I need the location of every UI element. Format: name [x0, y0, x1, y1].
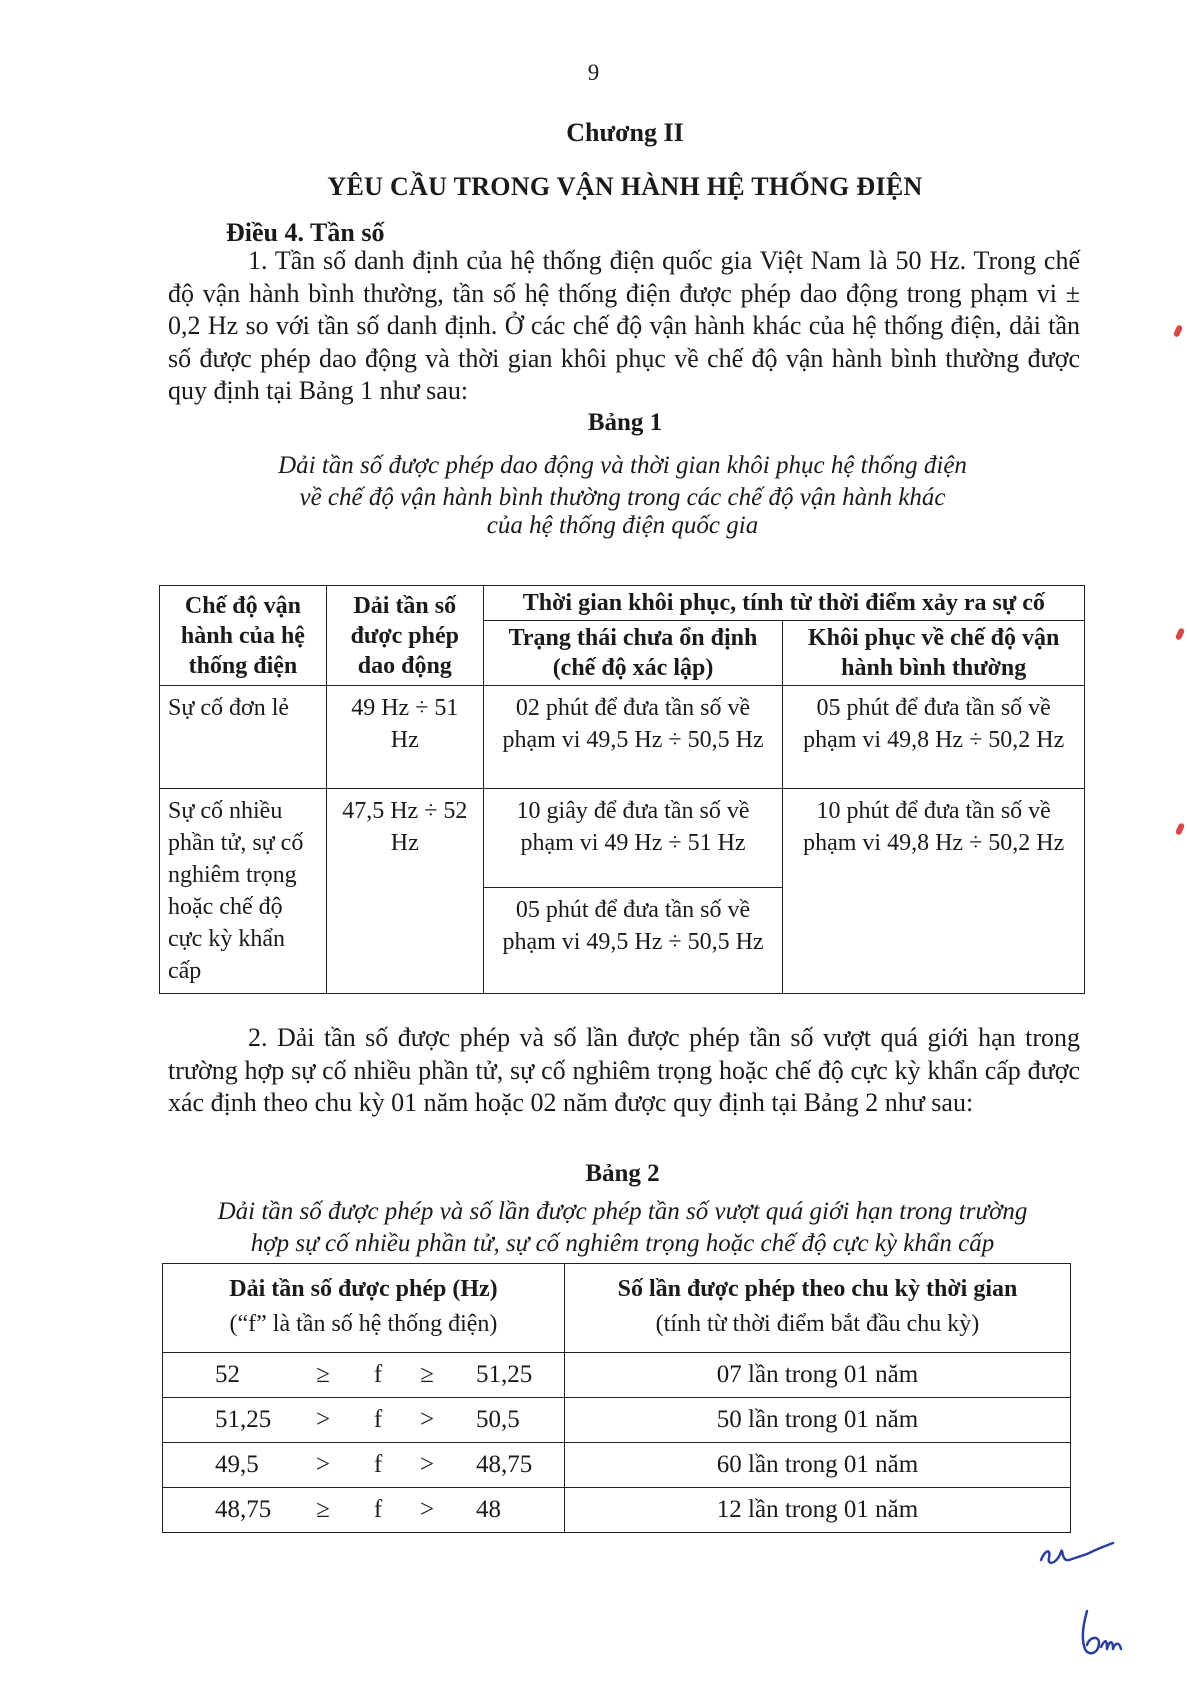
t2-range-cell	[163, 1398, 565, 1443]
t2-count-cell: 07 lần trong 01 năm	[564, 1353, 1070, 1398]
t2-header-count-title: Số lần được phép theo chu kỳ thời gian	[617, 1276, 1018, 1302]
range-lower: 48,75	[476, 1451, 533, 1478]
page-number: 9	[587, 60, 600, 85]
t1-row2-normal: 10 phút để đưa tần số về phạm vi 49,8 Hz ÷ 50,2 Hz	[783, 789, 1085, 994]
range-lower: 48	[476, 1496, 501, 1523]
t1-row2-range: 47,5 Hz ÷ 52 Hz	[326, 789, 483, 994]
operator: >	[419, 1451, 435, 1478]
table-2	[162, 1263, 1071, 1533]
table1-subtitle-line: về chế độ vận hành bình thường trong các chế độ vận hành khác	[299, 484, 946, 511]
t1-header-normal: Khôi phục về chế độ vận hành bình thường	[783, 621, 1085, 686]
t2-count-cell: 50 lần trong 01 năm	[564, 1398, 1070, 1443]
chapter-heading: Chương II	[566, 118, 684, 147]
range-lower: 50,5	[476, 1406, 520, 1433]
t1-row1-unstable: 02 phút để đưa tần số về phạm vi 49,5 Hz ÷ 50,5 Hz	[483, 686, 783, 789]
t2-header-range-note: (“f” là tần số hệ thống điện)	[229, 1311, 498, 1337]
t1-header-recovery: Thời gian khôi phục, tính từ thời điểm xảy ra sự cố	[483, 586, 1084, 621]
t2-range-cell	[163, 1443, 565, 1488]
table1-subtitle-line: Dải tần số được phép dao động và thời gian khôi phục hệ thống điện	[278, 452, 967, 479]
frequency-symbol: f	[373, 1406, 383, 1433]
t1-row2-mode: Sự cố nhiều phần tử, sự cố nghiêm trọng hoặc chế độ cực kỳ khẩn cấp	[160, 789, 327, 994]
table1-subtitle	[160, 450, 1085, 538]
operator: >	[315, 1451, 331, 1478]
margin-mark	[1173, 324, 1184, 337]
t1-row1-mode: Sự cố đơn lẻ	[160, 686, 327, 789]
t2-range-cell	[163, 1353, 565, 1398]
range-upper: 48,75	[215, 1496, 272, 1523]
operator: ≥	[316, 1361, 330, 1388]
operator: ≥	[420, 1361, 434, 1388]
table-row	[163, 1488, 1071, 1533]
t2-range-cell	[163, 1488, 565, 1533]
chapter-title: YÊU CẦU TRONG VẬN HÀNH HỆ THỐNG ĐIỆN	[327, 172, 923, 201]
operator: >	[419, 1406, 435, 1433]
t1-header-unstable: Trạng thái chưa ổn định (chế độ xác lập)	[483, 621, 783, 686]
table2-subtitle-line: hợp sự cố nhiều phần tử, sự cố nghiêm trọng hoặc chế độ cực kỳ khẩn cấp	[250, 1230, 995, 1257]
t1-row2-unstable-b: 05 phút để đưa tần số về phạm vi 49,5 Hz ÷ 50,5 Hz	[483, 888, 783, 994]
t2-header-range	[163, 1264, 565, 1353]
t1-row1-normal: 05 phút để đưa tần số về phạm vi 49,8 Hz ÷ 50,2 Hz	[783, 686, 1085, 789]
t1-row1-range: 49 Hz ÷ 51 Hz	[326, 686, 483, 789]
table-1	[159, 585, 1085, 994]
frequency-symbol: f	[373, 1451, 383, 1478]
table2-caption: Bảng 2	[585, 1160, 660, 1187]
t2-count-cell: 12 lần trong 01 năm	[564, 1488, 1070, 1533]
article-heading: Điều 4. Tần số	[226, 218, 385, 247]
initials-signature-2	[1075, 1605, 1125, 1665]
table2-subtitle	[150, 1196, 1095, 1260]
paragraph-1: 1. Tần số danh định của hệ thống điện quốc gia Việt Nam là 50 Hz. Trong chế độ vận hành bình thường, tần số hệ thống điện được phép dao động trong phạm vi ± 0,2 Hz so với tần số danh định. Ở các chế độ vận hành khác của hệ thống điện, dải tần số được phép dao động và thời gian khôi phục về chế độ vận hành bình thường được quy định tại Bảng 1 như sau:	[168, 246, 1080, 405]
frequency-symbol: f	[373, 1361, 383, 1388]
margin-mark	[1175, 627, 1186, 640]
t1-header-mode: Chế độ vận hành của hệ thống điện	[160, 586, 327, 686]
range-upper: 49,5	[215, 1451, 259, 1478]
table1-caption: Bảng 1	[587, 409, 663, 436]
paragraph-2: 2. Dải tần số được phép và số lần được phép tần số vượt quá giới hạn trong trường hợp sự cố nhiều phần tử, sự cố nghiêm trọng hoặc chế độ cực kỳ khẩn cấp được xác định theo chu kỳ 01 năm hoặc 02 năm được quy định tại Bảng 2 như sau:	[168, 1023, 1080, 1117]
t1-row2-unstable-a: 10 giây để đưa tần số về phạm vi 49 Hz ÷ 51 Hz	[483, 789, 783, 888]
table-row	[163, 1398, 1071, 1443]
table-row	[163, 1353, 1071, 1398]
operator: ≥	[316, 1496, 330, 1523]
t2-header-range-title: Dải tần số được phép (Hz)	[229, 1276, 498, 1302]
t1-header-range: Dải tần số được phép dao động	[326, 586, 483, 686]
table2-subtitle-line: Dải tần số được phép và số lần được phép tần số vượt quá giới hạn trong trường	[217, 1198, 1028, 1225]
operator: >	[419, 1496, 435, 1523]
initials-signature-1	[1035, 1538, 1115, 1573]
t2-header-count	[564, 1264, 1070, 1353]
t2-count-cell: 60 lần trong 01 năm	[564, 1443, 1070, 1488]
range-upper: 51,25	[215, 1406, 272, 1433]
t2-header-count-note: (tính từ thời điểm bắt đầu chu kỳ)	[655, 1311, 980, 1337]
range-lower: 51,25	[476, 1361, 533, 1388]
range-upper: 52	[215, 1361, 240, 1388]
operator: >	[315, 1406, 331, 1433]
margin-mark	[1175, 822, 1186, 835]
frequency-symbol: f	[373, 1496, 383, 1523]
table1-subtitle-line: của hệ thống điện quốc gia	[486, 512, 759, 539]
table-row	[163, 1443, 1071, 1488]
